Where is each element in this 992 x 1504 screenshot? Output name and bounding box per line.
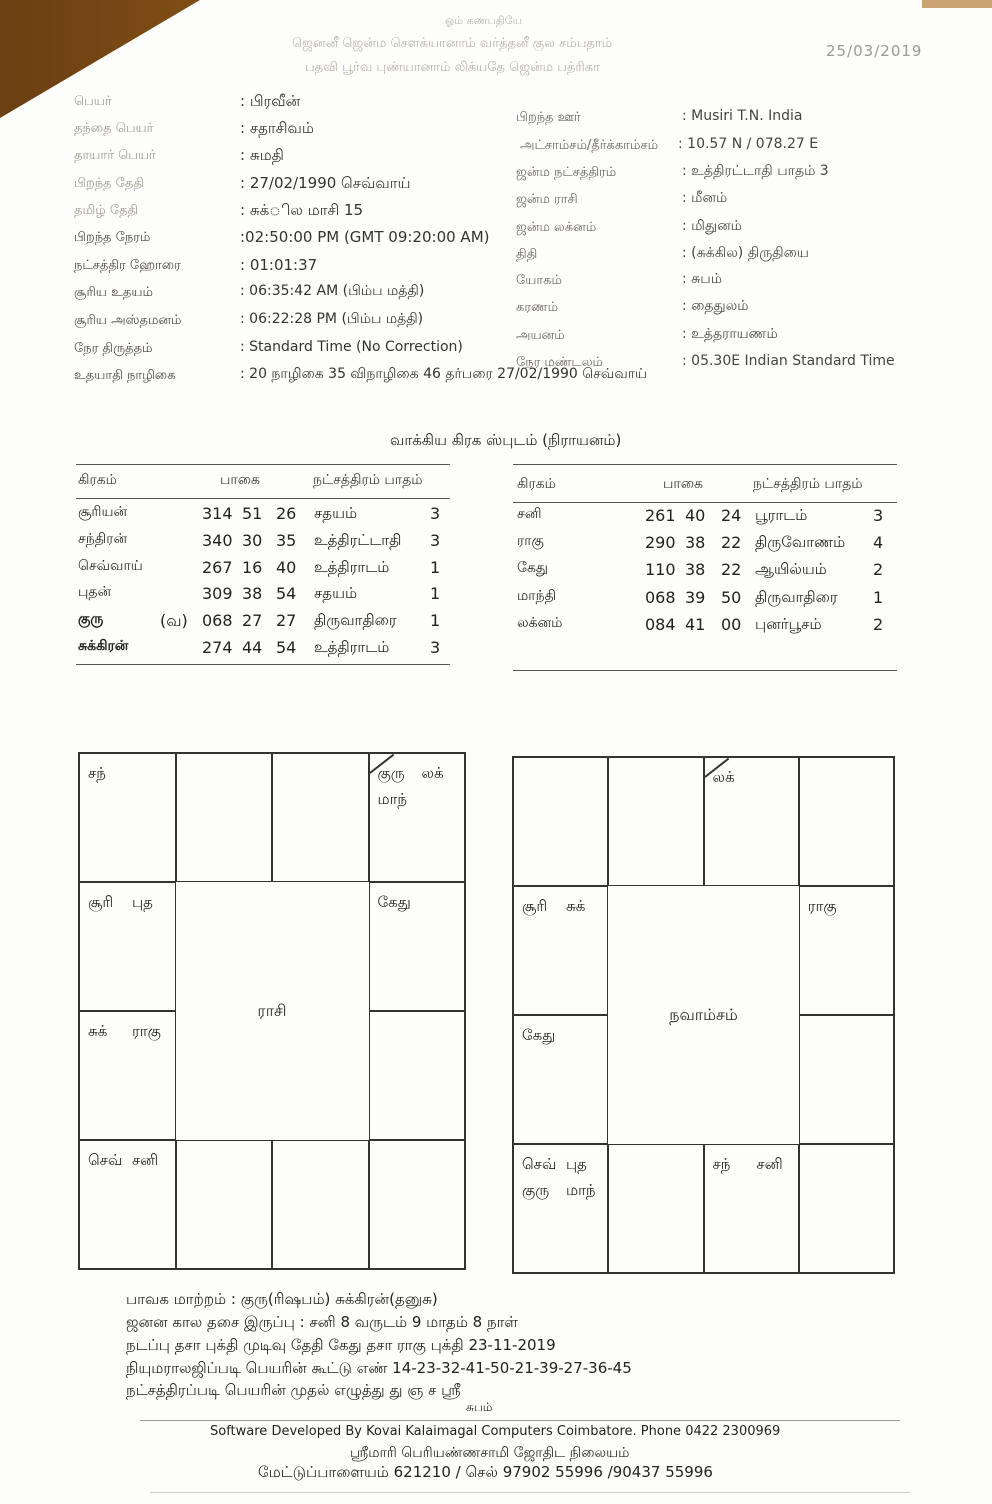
chart-center-label: நவாம்சம் xyxy=(669,1005,738,1024)
planet-row xyxy=(76,558,450,584)
detail-value: : சதாசிவம் xyxy=(240,119,314,137)
cell-min: 16 xyxy=(242,557,263,577)
cell-pada: 3 xyxy=(430,530,441,550)
cell-star: ஆயில்யம் xyxy=(755,560,827,579)
cell-planet: புதன் xyxy=(78,584,112,601)
table-rule-header xyxy=(513,502,897,503)
house-thulam xyxy=(704,1144,799,1273)
cell-deg: 068 xyxy=(645,587,676,607)
cell-planet: செவ்வாய் xyxy=(78,557,143,574)
chart-center-label: ராசி xyxy=(257,1001,287,1020)
detail-label: பிறந்த ஊர் xyxy=(516,110,581,125)
house-kanni xyxy=(799,1144,894,1273)
cell-star: உத்திரட்டாதி xyxy=(314,530,402,549)
detail-value: : பிரவீன் xyxy=(240,92,301,110)
detail-value: : சுமதி xyxy=(240,146,284,164)
detail-label: அயனம் xyxy=(516,328,565,343)
detail-label: அட்சாம்சம்/தீர்க்காம்சம் xyxy=(520,138,659,153)
cell-deg: 084 xyxy=(645,614,676,634)
detail-label: பிறந்த தேதி xyxy=(74,176,144,191)
detail-value: : 10.57 N / 078.27 E xyxy=(678,136,819,152)
cell-deg: 274 xyxy=(202,638,233,657)
detail-value: : சுபம் xyxy=(682,271,722,287)
planet-label: செவ் xyxy=(88,1151,123,1169)
cell-pada: 1 xyxy=(430,584,441,604)
cell-deg: 267 xyxy=(202,557,233,577)
table-rule-bottom xyxy=(513,670,897,671)
cell-deg: 314 xyxy=(202,504,233,523)
table-rule-bottom xyxy=(76,664,450,665)
planet-label: லக் xyxy=(421,764,444,782)
detail-value: : உத்தராயணம் xyxy=(682,326,778,342)
detail-label: ஜன்ம லக்னம் xyxy=(516,220,597,235)
footer-divider-bottom xyxy=(150,1492,910,1493)
header-degree: பாகை xyxy=(663,476,703,492)
detail-value: : 20 நாழிகை 35 விநாழிகை 46 தர்பரை 27/02/1990 செவ்வாய் xyxy=(240,366,648,382)
table-rule-top xyxy=(513,464,897,465)
detail-value: : Standard Time (No Correction) xyxy=(240,339,463,355)
house-dhanusu xyxy=(79,1140,176,1269)
cell-star: திருவாதிரை xyxy=(314,611,397,630)
cell-planet: சுக்கிரன் xyxy=(78,638,129,654)
detail-label: சூரிய அஸ்தமனம் xyxy=(74,313,182,328)
planet-label: லக் xyxy=(712,768,735,786)
cell-min: 41 xyxy=(685,614,706,634)
house-kadakam xyxy=(799,886,894,1015)
house-simham xyxy=(369,1011,466,1140)
house-viruchigam xyxy=(176,1140,273,1269)
planet-label: குரு xyxy=(522,1181,550,1199)
planet-row xyxy=(513,615,897,641)
cell-min: 38 xyxy=(242,584,263,604)
house-dhanusu xyxy=(513,1144,608,1273)
cell-star: திருவோணம் xyxy=(755,533,846,552)
house-makaram xyxy=(79,1011,176,1140)
cell-star: பூராடம் xyxy=(755,506,808,524)
cell-sec: 00 xyxy=(721,614,742,634)
house-mesham xyxy=(608,757,703,886)
house-makaram xyxy=(513,1015,608,1144)
cell-star: சதயம் xyxy=(314,584,358,603)
cell-sec: 40 xyxy=(276,557,297,577)
planet-label: குரு xyxy=(377,764,405,782)
table-header-row xyxy=(513,476,897,502)
cell-star: புனர்பூசம் xyxy=(755,614,822,633)
house-kanni xyxy=(369,1140,466,1269)
detail-label: ஜன்ம நட்சத்திரம் xyxy=(516,165,617,180)
planet-row xyxy=(76,611,450,637)
planet-label: சனி xyxy=(132,1151,159,1169)
cell-planet: ராகு xyxy=(517,533,544,550)
planet-label: மாந் xyxy=(566,1181,596,1199)
cell-star: சதயம் xyxy=(314,504,358,522)
cell-planet: குரு xyxy=(78,611,104,628)
detail-value: : 06:35:42 AM (பிம்ப மத்தி) xyxy=(240,283,425,299)
house-meenam xyxy=(513,757,608,886)
table-rule-top xyxy=(76,464,450,465)
planet-label: சனி xyxy=(756,1155,783,1173)
cell-sec: 50 xyxy=(721,587,742,607)
house-mithunam xyxy=(799,757,894,886)
cell-deg: 309 xyxy=(202,584,233,604)
planet-label: சந் xyxy=(712,1155,731,1173)
cell-min: 40 xyxy=(685,506,706,525)
header-planet: கிரகம் xyxy=(78,472,117,488)
cell-deg: 110 xyxy=(645,560,676,580)
planet-row xyxy=(513,560,897,586)
detail-label: பெயர் xyxy=(74,94,112,109)
house-simham xyxy=(799,1015,894,1144)
planet-row xyxy=(513,506,897,532)
house-rishabam xyxy=(272,753,369,882)
planet-row xyxy=(513,588,897,614)
navamsa-chart xyxy=(512,756,895,1274)
cell-pada: 3 xyxy=(430,638,441,657)
cell-sec: 54 xyxy=(276,584,297,604)
software-credit: Software Developed By Kovai Kalaimagal Computers Coimbatore. Phone 0422 2300969 xyxy=(210,1424,781,1439)
cell-sec: 35 xyxy=(276,530,297,550)
cell-pada: 1 xyxy=(873,587,884,607)
house-mesham xyxy=(176,753,273,882)
cell-sec: 27 xyxy=(276,611,297,631)
planet-label: சுக் xyxy=(566,897,586,915)
cell-pada: 3 xyxy=(430,504,441,523)
header-verse-line-2: பதவி பூர்வ புண்யானாம் லிக்யதே ஜென்ம பத்ரிகா xyxy=(305,60,600,75)
print-date: 25/03/2019 xyxy=(826,42,923,60)
cell-sec: 54 xyxy=(276,638,297,657)
name-letters-closing: சுபம் xyxy=(466,1400,493,1414)
cell-flag: (வ) xyxy=(160,611,188,631)
detail-value: :02:50:00 PM (GMT 09:20:00 AM) xyxy=(240,228,490,246)
planet-label: ராகு xyxy=(132,1022,161,1040)
planet-label: சூரி xyxy=(88,893,114,911)
cell-planet: சனி xyxy=(517,506,542,522)
planet-label: சூரி xyxy=(522,897,548,915)
detail-value: : உத்திரட்டாதி பாதம் 3 xyxy=(682,163,829,179)
detail-label: ஜன்ம ராசி xyxy=(516,192,578,207)
house-thulam xyxy=(272,1140,369,1269)
house-kadakam xyxy=(369,882,466,1011)
header-degree: பாகை xyxy=(220,472,260,488)
detail-value: : மிதுனம் xyxy=(682,218,742,234)
cell-star: உத்திராடம் xyxy=(314,557,390,576)
detail-value: : 27/02/1990 செவ்வாய் xyxy=(240,174,411,192)
detail-label: திதி xyxy=(516,247,538,262)
cell-pada: 2 xyxy=(873,560,884,580)
header-planet: கிரகம் xyxy=(517,476,556,492)
astrologer-contact: மேட்டுப்பாளையம் 621210 / செல் 97902 55996 /90437 55996 xyxy=(258,1463,713,1481)
planet-row xyxy=(76,504,450,530)
planet-label: மாந் xyxy=(377,790,408,808)
cell-min: 38 xyxy=(685,533,706,553)
cell-star: திருவாதிரை xyxy=(755,587,838,606)
planet-label: செவ் xyxy=(522,1155,557,1173)
house-kumbam xyxy=(79,882,176,1011)
dasa-balance: ஜனன கால தசை இருப்பு : சனி 8 வருடம் 9 மாதம் 8 நாள் xyxy=(126,1313,518,1331)
detail-value: : 05.30E Indian Standard Time xyxy=(682,353,895,369)
cell-planet: மாந்தி xyxy=(517,587,557,604)
cell-min: 39 xyxy=(685,587,706,607)
cell-deg: 068 xyxy=(202,611,233,631)
cell-min: 30 xyxy=(242,530,263,550)
house-meenam xyxy=(79,753,176,882)
background-wood-edge xyxy=(922,0,992,8)
name-letters: நட்சத்திரப்படி பெயரின் முதல் எழுத்து து ஞ ச ஸ்ரீ xyxy=(126,1381,461,1399)
planet-row xyxy=(76,584,450,610)
cell-min: 38 xyxy=(685,560,706,580)
planet-label: புத xyxy=(566,1155,587,1173)
cell-sec: 22 xyxy=(721,560,742,580)
ephemeris-table-left xyxy=(76,464,450,674)
cell-min: 44 xyxy=(242,638,263,657)
cell-sec: 22 xyxy=(721,533,742,553)
planet-label: ராகு xyxy=(807,897,837,915)
cell-planet: சந்திரன் xyxy=(78,530,128,547)
detail-label: தமிழ் தேதி xyxy=(74,203,139,218)
cell-deg: 290 xyxy=(645,533,676,553)
planet-row xyxy=(76,531,450,557)
detail-label: தந்தை பெயர் xyxy=(74,121,154,136)
detail-value: : 01:01:37 xyxy=(240,256,318,274)
cell-pada: 2 xyxy=(873,614,884,634)
detail-label: சூரிய உதயம் xyxy=(74,285,153,300)
cell-star: உத்திராடம் xyxy=(314,638,390,656)
bhava-change: பாவக மாற்றம் : குரு(ரிஷபம்) சுக்கிரன்(தனுசு) xyxy=(126,1290,438,1308)
ephemeris-title: வாக்கிய கிரக ஸ்புடம் (நிராயனம்) xyxy=(390,431,622,449)
detail-value: : 06:22:28 PM (பிம்ப மத்தி) xyxy=(240,311,424,327)
detail-label: யோகம் xyxy=(516,273,562,288)
cell-planet: சூரியன் xyxy=(78,504,128,520)
planet-label: சுக் xyxy=(88,1022,108,1040)
ephemeris-table-right xyxy=(513,464,897,674)
numerology: நியுமராலஜிப்படி பெயரின் கூட்டு எண் 14-23-32-41-50-21-39-27-36-45 xyxy=(126,1359,632,1377)
cell-pada: 1 xyxy=(430,557,441,577)
cell-deg: 340 xyxy=(202,530,233,550)
header-verse-line-1: ஜெனனீ ஜென்ம சௌக்யானாம் வர்த்தனீ குல சம்பதாம் xyxy=(292,36,613,51)
cell-pada: 3 xyxy=(873,506,884,525)
current-dasa: நடப்பு தசா புக்தி முடிவு தேதி கேது தசா ராகு புக்தி 23-11-2019 xyxy=(126,1336,556,1354)
planet-label: புத xyxy=(132,893,153,911)
cell-sec: 26 xyxy=(276,504,297,523)
cell-min: 27 xyxy=(242,611,263,631)
header-star-pada: நட்சத்திரம் பாதம் xyxy=(753,476,863,492)
planet-label: சந் xyxy=(88,764,106,782)
cell-deg: 261 xyxy=(645,506,676,525)
detail-value: : சுக்ில மாசி 15 xyxy=(240,201,364,219)
table-rule-header xyxy=(76,498,450,499)
planet-label: கேது xyxy=(522,1026,556,1044)
detail-value: : மீனம் xyxy=(682,190,728,206)
cell-pada: 4 xyxy=(873,533,884,553)
table-header-row xyxy=(76,472,450,498)
cell-pada: 1 xyxy=(430,611,441,631)
house-rishabam xyxy=(704,757,799,886)
planet-row xyxy=(513,533,897,559)
detail-value: : Musiri T.N. India xyxy=(682,108,803,124)
detail-label: தாயார் பெயர் xyxy=(74,148,156,163)
header-star-pada: நட்சத்திரம் பாதம் xyxy=(313,472,423,488)
detail-label: உதயாதி நாழிகை xyxy=(74,368,176,383)
rasi-chart xyxy=(78,752,466,1270)
cell-planet: கேது xyxy=(517,560,549,577)
house-viruchigam xyxy=(608,1144,703,1273)
planet-label: கேது xyxy=(377,893,411,911)
cell-sec: 24 xyxy=(721,506,742,525)
detail-label: நேர மண்டலம் xyxy=(516,355,604,370)
house-mithunam xyxy=(369,753,466,882)
detail-value: : தைதுலம் xyxy=(682,298,749,314)
planet-row xyxy=(76,638,450,664)
cell-min: 51 xyxy=(242,504,263,523)
astrologer-name: ஸ்ரீமாரி பெரியண்ணசாமி ஜோதிட நிலையம் xyxy=(350,1445,630,1461)
house-kumbam xyxy=(513,886,608,1015)
detail-value: : (சுக்கில) திருதியை xyxy=(682,245,809,261)
cell-planet: லக்னம் xyxy=(517,614,563,631)
header-invocation: ஓம் கணபதியே xyxy=(445,14,523,27)
detail-label: நேர திருத்தம் xyxy=(74,341,153,356)
detail-label: பிறந்த நேரம் xyxy=(74,230,151,245)
detail-label: நட்சத்திர ஹோரை xyxy=(74,258,181,273)
footer-divider-top xyxy=(140,1420,900,1421)
detail-label: கரணம் xyxy=(516,300,559,315)
